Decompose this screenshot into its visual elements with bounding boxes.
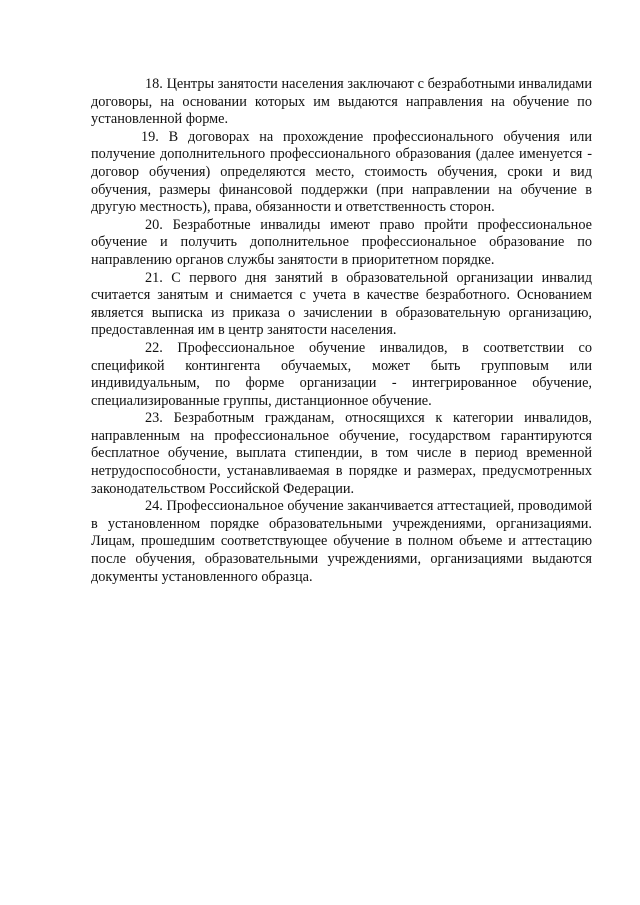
paragraph-23: 23. Безработным гражданам, относящихся к категории инвалидов, направленным на профессиональное обучение, государством гарантируются бесплатное обучение, выплата стипендии, в том числе в период временной нетрудоспособности, устанавливаемая в порядке и размерах, предусмотренных законодательством Российской Федерации. <box>91 410 592 497</box>
paragraph-21: 21. С первого дня занятий в образовательной организации инвалид считается занятым и снимается с учета в качестве безработного. Основанием является выписка из приказа о зачислении в образовательную организацию, предоставленная им в центр занятости населения. <box>91 269 592 339</box>
paragraph-24: 24. Профессиональное обучение заканчивается аттестацией, проводимой в установленном порядке образовательными учреждениями, организациями. Лицам, прошедшим соответствующее обучение в полном объеме и аттестацию после обучения, образовательными учреждениями, организациями выдаются документы установленного образца. <box>91 498 592 585</box>
paragraph-22: 22. Профессиональное обучение инвалидов, в соответствии со спецификой контингента обучаемых, может быть групповым или индивидуальным, по форме организации - интегрированное обучение, специализированные группы, дистанционное обучение. <box>91 339 592 409</box>
paragraph-19: 19. В договорах на прохождение профессионального обучения или получение дополнительного профессионального образования (далее именуется - договор обучения) определяются место, стоимость обучения, сроки и вид обучения, размеры финансовой поддержки (при направлении на обучение в другую местность), права, обязанности и ответственность сторон. <box>91 128 592 216</box>
paragraph-20: 20. Безработные инвалиды имеют право пройти профессиональное обучение и получить дополнительное профессиональное образование по направлению органов службы занятости в приоритетном порядке. <box>91 216 592 268</box>
paragraph-18: 18. Центры занятости населения заключают с безработными инвалидами договоры, на основании которых им выдаются направления на обучение по установленной форме. <box>91 76 592 128</box>
document-body <box>91 76 592 586</box>
